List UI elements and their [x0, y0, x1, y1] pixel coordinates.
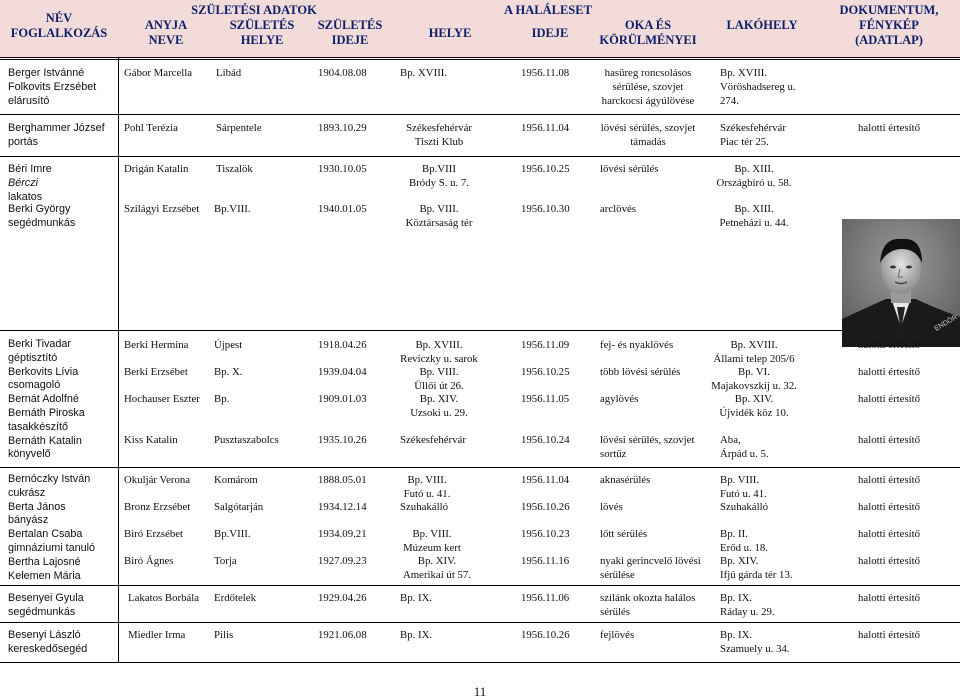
deathplace: Bp. VIII. Múzeum kert — [403, 528, 461, 554]
document-link[interactable]: halotti értesítő — [858, 122, 921, 134]
mother-name: Biró Erzsébet — [124, 528, 184, 540]
divider — [118, 57, 119, 662]
table-row — [8, 66, 96, 108]
deathdate: 1956.10.23 — [521, 528, 570, 540]
person-name: Béri Imre — [8, 163, 52, 175]
divider — [0, 114, 960, 115]
residence: Bp. XIV. Újvidék köz 10. — [719, 393, 789, 419]
header-mother: ANYJA NEVE — [144, 18, 188, 47]
residence: Bp. XIV. Ifjú gárda tér 13. — [720, 555, 793, 581]
residence: Bp. XVIII. Állami telep 205/6 — [713, 339, 795, 365]
document-link[interactable]: halotti értesítő — [858, 366, 921, 378]
table-header — [0, 0, 960, 57]
deathdate: 1956.10.24 — [521, 434, 570, 446]
person-name: Besenyei Gyula — [8, 592, 84, 604]
deathplace: Bp. IX. — [400, 629, 433, 641]
residence: Bp. VIII. Futó u. 41. — [720, 474, 767, 500]
death-cause: több lövési sérülés — [600, 366, 681, 378]
person-name: Berki György — [8, 203, 71, 215]
birthplace: Pilis — [214, 629, 234, 641]
mother-name: Drigán Katalin — [124, 163, 189, 175]
portrait-photo — [842, 219, 960, 347]
birthdate: 1888.05.01 — [318, 474, 367, 486]
header-cause: OKA ÉS KÖRÜLMÉNYEI — [599, 18, 697, 47]
deathdate: 1956.11.08 — [521, 67, 570, 79]
mother-name: Lakatos Borbála — [128, 592, 200, 604]
birthdate: 1940.01.05 — [318, 203, 367, 215]
birthdate: 1929.04.26 — [318, 592, 367, 604]
birthplace: Sárpentele — [216, 122, 262, 134]
residence: Bp. IX. Szamuely u. 34. — [720, 629, 790, 655]
mother-name: Hochauser Eszter — [124, 393, 200, 405]
birthdate: 1934.09.21 — [318, 528, 367, 540]
deathdate: 1956.11.05 — [521, 393, 570, 405]
document-link[interactable]: halotti értesítő — [858, 474, 921, 486]
person-name: Berta János — [8, 500, 66, 513]
mother-name: Bronz Erzsébet — [124, 501, 191, 513]
document-link[interactable]: halotti értesítő — [858, 393, 921, 405]
deathplace: Bp. VIII. Köztársaság tér — [405, 203, 473, 229]
birthplace: Salgótarján — [214, 501, 264, 513]
table-row — [8, 202, 75, 230]
mother-name: Biró Ágnes — [124, 555, 174, 567]
table-row — [8, 628, 87, 656]
deathplace: Bp.VIII Bródy S. u. 7. — [409, 163, 469, 189]
divider — [0, 467, 960, 468]
photo-stamp: ENDÖR — [933, 314, 959, 333]
header-deathplace: HELYE — [428, 26, 472, 40]
header-document: DOKUMENTUM, FÉNYKÉP (ADATLAP) — [839, 3, 939, 47]
birthplace: Bp.VIII. — [214, 203, 251, 215]
deathdate: 1956.11.16 — [521, 555, 570, 567]
header-birthplace: SZÜLETÉS HELYE — [229, 18, 295, 47]
death-cause: lövési sérülés — [600, 163, 659, 175]
header-birthdate: SZÜLETÉS IDEJE — [317, 18, 383, 47]
deathplace: Székesfehérvár Tiszti Klub — [406, 122, 472, 148]
person-alt-name: Folkovits Erzsébet — [8, 81, 97, 93]
birthdate: 1904.08.08 — [318, 67, 367, 79]
birthplace: Bp. — [214, 393, 230, 405]
document-link[interactable]: halotti értesítő — [858, 592, 921, 604]
birthdate: 1909.01.03 — [318, 393, 367, 405]
residence: Székesfehérvár Piac tér 25. — [720, 122, 786, 148]
header-birth-group: SZÜLETÉSI ADATOK — [191, 3, 317, 17]
death-cause: lőtt sérülés — [600, 528, 648, 540]
document-link[interactable]: halotti értesítő — [858, 434, 921, 446]
divider — [0, 330, 842, 331]
header-name: NÉV FOGLALKOZÁS — [10, 11, 108, 40]
birthdate: 1939.04.04 — [318, 366, 367, 378]
deathplace: Bp. XIV. Uzsoki u. 29. — [410, 393, 468, 419]
deathplace: Bp. XVIII. Reviczky u. sarok — [400, 339, 478, 365]
divider — [0, 59, 960, 60]
mother-name: Okuljár Verona — [124, 474, 191, 486]
residence: Bp. XIII. Országbíró u. 58. — [716, 163, 792, 189]
person-name: Bertalan Csaba — [8, 528, 83, 541]
person-alt-name: Kelemen Mária — [8, 569, 81, 582]
mother-name: Szilágyi Erzsébet — [124, 203, 200, 215]
table-row — [8, 591, 84, 619]
mother-name: Berki Hermina — [124, 339, 189, 351]
person-name: Bernát Adolfné — [8, 393, 79, 406]
birthdate: 1927.09.23 — [318, 555, 367, 567]
residence: Bp. VI. Majakovszkij u. 32. — [711, 366, 797, 392]
birthplace: Bp.VIII. — [214, 528, 251, 540]
deathdate: 1956.11.09 — [521, 339, 570, 351]
document-link[interactable]: halotti értesítő — [858, 555, 921, 567]
death-cause: agylövés — [600, 393, 639, 405]
divider — [0, 585, 960, 586]
birthplace: Újpest — [214, 339, 243, 351]
birthplace: Erdőtelek — [214, 592, 256, 604]
residence: Bp. IX. Ráday u. 29. — [720, 592, 775, 618]
deathdate: 1956.10.25 — [521, 163, 570, 175]
person-job: csomagoló — [8, 379, 61, 392]
header-death-group: A HALÁLESET — [504, 3, 592, 17]
divider — [0, 662, 960, 663]
residence: Bp. XVIII. Vöröshadsereg u. 274. — [720, 67, 796, 107]
deathplace: Bp. IX. — [400, 592, 433, 604]
person-name: Bernáth Katalin — [8, 434, 82, 447]
birthdate: 1935.10.26 — [318, 434, 367, 446]
residence: Bp. XIII. Petneházi u. 44. — [719, 203, 789, 229]
person-job: géptisztító — [8, 351, 58, 364]
birthplace: Tiszalök — [216, 163, 253, 175]
person-alt-name: Bérczi — [8, 177, 38, 189]
deathplace: Szuhakálló — [400, 501, 448, 513]
person-job: cukrász — [8, 486, 46, 499]
deathplace: Bp. XIV. Amerikai út 57. — [402, 555, 472, 581]
deathdate: 1956.10.26 — [521, 629, 570, 641]
mother-name: Pohl Terézia — [124, 122, 178, 134]
deathdate: 1956.10.26 — [521, 501, 570, 513]
deathdate: 1956.10.25 — [521, 366, 570, 378]
death-cause: hasüreg roncsolásos sérülése, szovjet harckocsi ágyúlövése — [601, 67, 695, 107]
person-job: lakatos — [8, 191, 43, 203]
death-cause: fej- és nyaklövés — [600, 339, 674, 351]
person-name: Berki Tivadar — [8, 338, 72, 350]
birthdate: 1930.10.05 — [318, 163, 367, 175]
death-cause: szilánk okozta halálos sérülés — [600, 592, 696, 618]
person-name: Berkovits Lívia — [8, 365, 79, 378]
death-cause: arclövés — [600, 203, 636, 215]
mother-name: Berki Erzsébet — [124, 366, 188, 378]
person-job: segédmunkás — [8, 606, 76, 618]
divider — [0, 156, 960, 157]
birthplace: Libád — [216, 67, 242, 79]
deathdate: 1956.11.04 — [521, 122, 570, 134]
residence: Aba, Árpád u. 5. — [720, 434, 769, 460]
deathplace: Bp. XVIII. — [400, 67, 448, 79]
person-job: gimnáziumi tanuló — [8, 541, 96, 554]
person-job: könyvelő — [8, 448, 51, 461]
table-row — [8, 162, 52, 204]
birthdate: 1893.10.29 — [318, 122, 367, 134]
birthdate: 1934.12.14 — [318, 501, 367, 513]
document-link[interactable]: halotti értesítő — [858, 339, 921, 351]
deathdate: 1956.11.04 — [521, 474, 570, 486]
birthdate: 1918.04.26 — [318, 339, 367, 351]
person-job: portás — [8, 136, 39, 148]
birthplace: Komárom — [214, 474, 258, 486]
person-name: Bernóczky István — [8, 473, 91, 485]
person-job: elárusító — [8, 95, 50, 107]
person-name: Berger Istvánné — [8, 67, 85, 79]
person-name: Bertha Lajosné — [8, 555, 81, 568]
table-row — [8, 338, 85, 462]
birthplace: Bp. X. — [214, 366, 243, 378]
person-alt-name: Bernáth Piroska — [8, 406, 85, 419]
deathdate: 1956.10.30 — [521, 203, 570, 215]
deathplace: Székesfehérvár — [400, 434, 466, 446]
person-name: Berghammer József — [8, 122, 105, 134]
residence: Bp. II. Erőd u. 18. — [720, 528, 768, 554]
header-residence: LAKÓHELY — [726, 18, 798, 32]
person-job: tasakkészítő — [8, 420, 69, 433]
birthdate: 1921.06.08 — [318, 629, 367, 641]
document-link[interactable]: halotti értesítő — [858, 629, 921, 641]
header-deathdate: IDEJE — [531, 26, 569, 40]
death-cause: lövési sérülés, szovjet sortűz — [600, 434, 695, 460]
birthplace: Torja — [214, 555, 237, 567]
death-cause: lövés — [600, 501, 623, 513]
death-cause: lövési sérülés, szovjet támadás — [600, 122, 696, 148]
document-link[interactable]: halotti értesítő — [858, 501, 921, 513]
death-cause: nyaki gerincvelő lövési sérülése — [600, 555, 701, 581]
table-row — [8, 121, 105, 149]
divider — [0, 622, 960, 623]
death-cause: fejlövés — [600, 629, 635, 641]
person-job: segédmunkás — [8, 217, 76, 229]
mother-name: Kiss Katalin — [124, 434, 178, 446]
death-cause: aknasérülés — [600, 474, 651, 486]
divider — [0, 57, 960, 58]
document-link[interactable]: halotti értesítő — [858, 528, 921, 540]
mother-name: Miedler Irma — [128, 629, 186, 641]
birthplace: Pusztaszabolcs — [214, 434, 279, 446]
page-number: 11 — [473, 684, 487, 699]
person-job: kereskedősegéd — [8, 643, 88, 655]
deathdate: 1956.11.06 — [521, 592, 570, 604]
person-job: bányász — [8, 514, 49, 527]
deathplace: Bp. VIII. Futó u. 41. — [403, 474, 451, 500]
residence: Szuhakálló — [720, 501, 768, 513]
table-row — [8, 473, 95, 583]
person-name: Besenyi László — [8, 629, 81, 641]
mother-name: Gábor Marcella — [124, 67, 193, 79]
deathplace: Bp. VIII. Üllői út 26. — [414, 366, 464, 392]
